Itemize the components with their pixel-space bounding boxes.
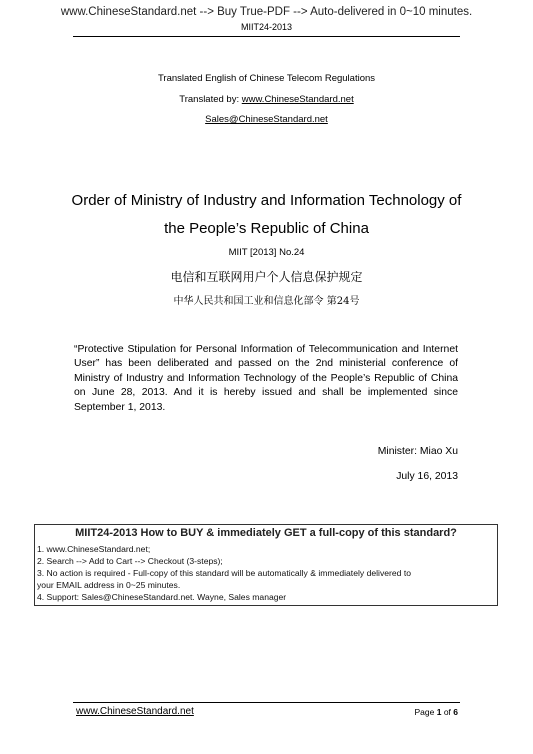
translation-line: Translated English of Chinese Telecom Regulations xyxy=(157,73,376,84)
chinese-title: 电信和互联网用户个人信息保护规定 xyxy=(170,270,363,284)
order-number: MIIT [2013] No.24 xyxy=(228,247,305,258)
translator-link[interactable]: www.ChineseStandard.net xyxy=(241,94,354,105)
header-doc-id: MIIT24-2013 xyxy=(240,22,293,32)
translated-by-line xyxy=(0,94,533,105)
footer-divider xyxy=(73,702,460,703)
page-total: 6 xyxy=(453,707,458,717)
page-indicator xyxy=(415,707,459,717)
chinese-subtitle: 中华人民共和国工业和信息化部令 第24号 xyxy=(173,296,360,307)
page-of: of xyxy=(441,707,454,717)
header-top-line: www.ChineseStandard.net --> Buy True-PDF --> Auto-delivered in 0~10 minutes. xyxy=(60,6,473,18)
page-prefix: Page xyxy=(414,707,437,717)
translated-by-label: Translated by: xyxy=(179,94,242,105)
document-title-line2: the People’s Republic of China xyxy=(164,220,369,237)
page-current: 1 xyxy=(436,707,442,717)
sales-email-link[interactable]: Sales@ChineseStandard.net xyxy=(205,114,328,125)
purchase-step: 1. www.ChineseStandard.net; xyxy=(37,544,151,554)
purchase-info-box xyxy=(34,524,498,606)
minister-signature: Minister: Miao Xu xyxy=(377,446,458,457)
header-divider xyxy=(73,36,460,37)
purchase-step: 3. No action is required - Full-copy of this standard will be automatically & immediately delivered to xyxy=(37,568,411,578)
issue-date: July 16, 2013 xyxy=(396,471,458,482)
purchase-box-title: MIIT24-2013 How to BUY & immediately GET a full-copy of this standard? xyxy=(75,527,457,539)
purchase-step: 2. Search --> Add to Cart --> Checkout (3-steps); xyxy=(37,556,223,566)
footer-site-link[interactable]: www.ChineseStandard.net xyxy=(76,706,194,717)
issuance-paragraph: “Protective Stipulation for Personal Information of Telecommunication and Internet User” has been deliberated and passed on the 2nd ministerial conference of Ministry of Industry and Information Technology of the People’s Republic of China on June 28, 2013. And it is hereby issued and shall be implemented since September 1, 2013. xyxy=(74,344,458,413)
document-title-line1: Order of Ministry of Industry and Information Technology of xyxy=(71,192,462,209)
purchase-steps-list xyxy=(37,543,495,603)
purchase-step: 4. Support: Sales@ChineseStandard.net. Wayne, Sales manager xyxy=(37,592,287,602)
purchase-step: your EMAIL address in 0~25 minutes. xyxy=(37,580,181,590)
